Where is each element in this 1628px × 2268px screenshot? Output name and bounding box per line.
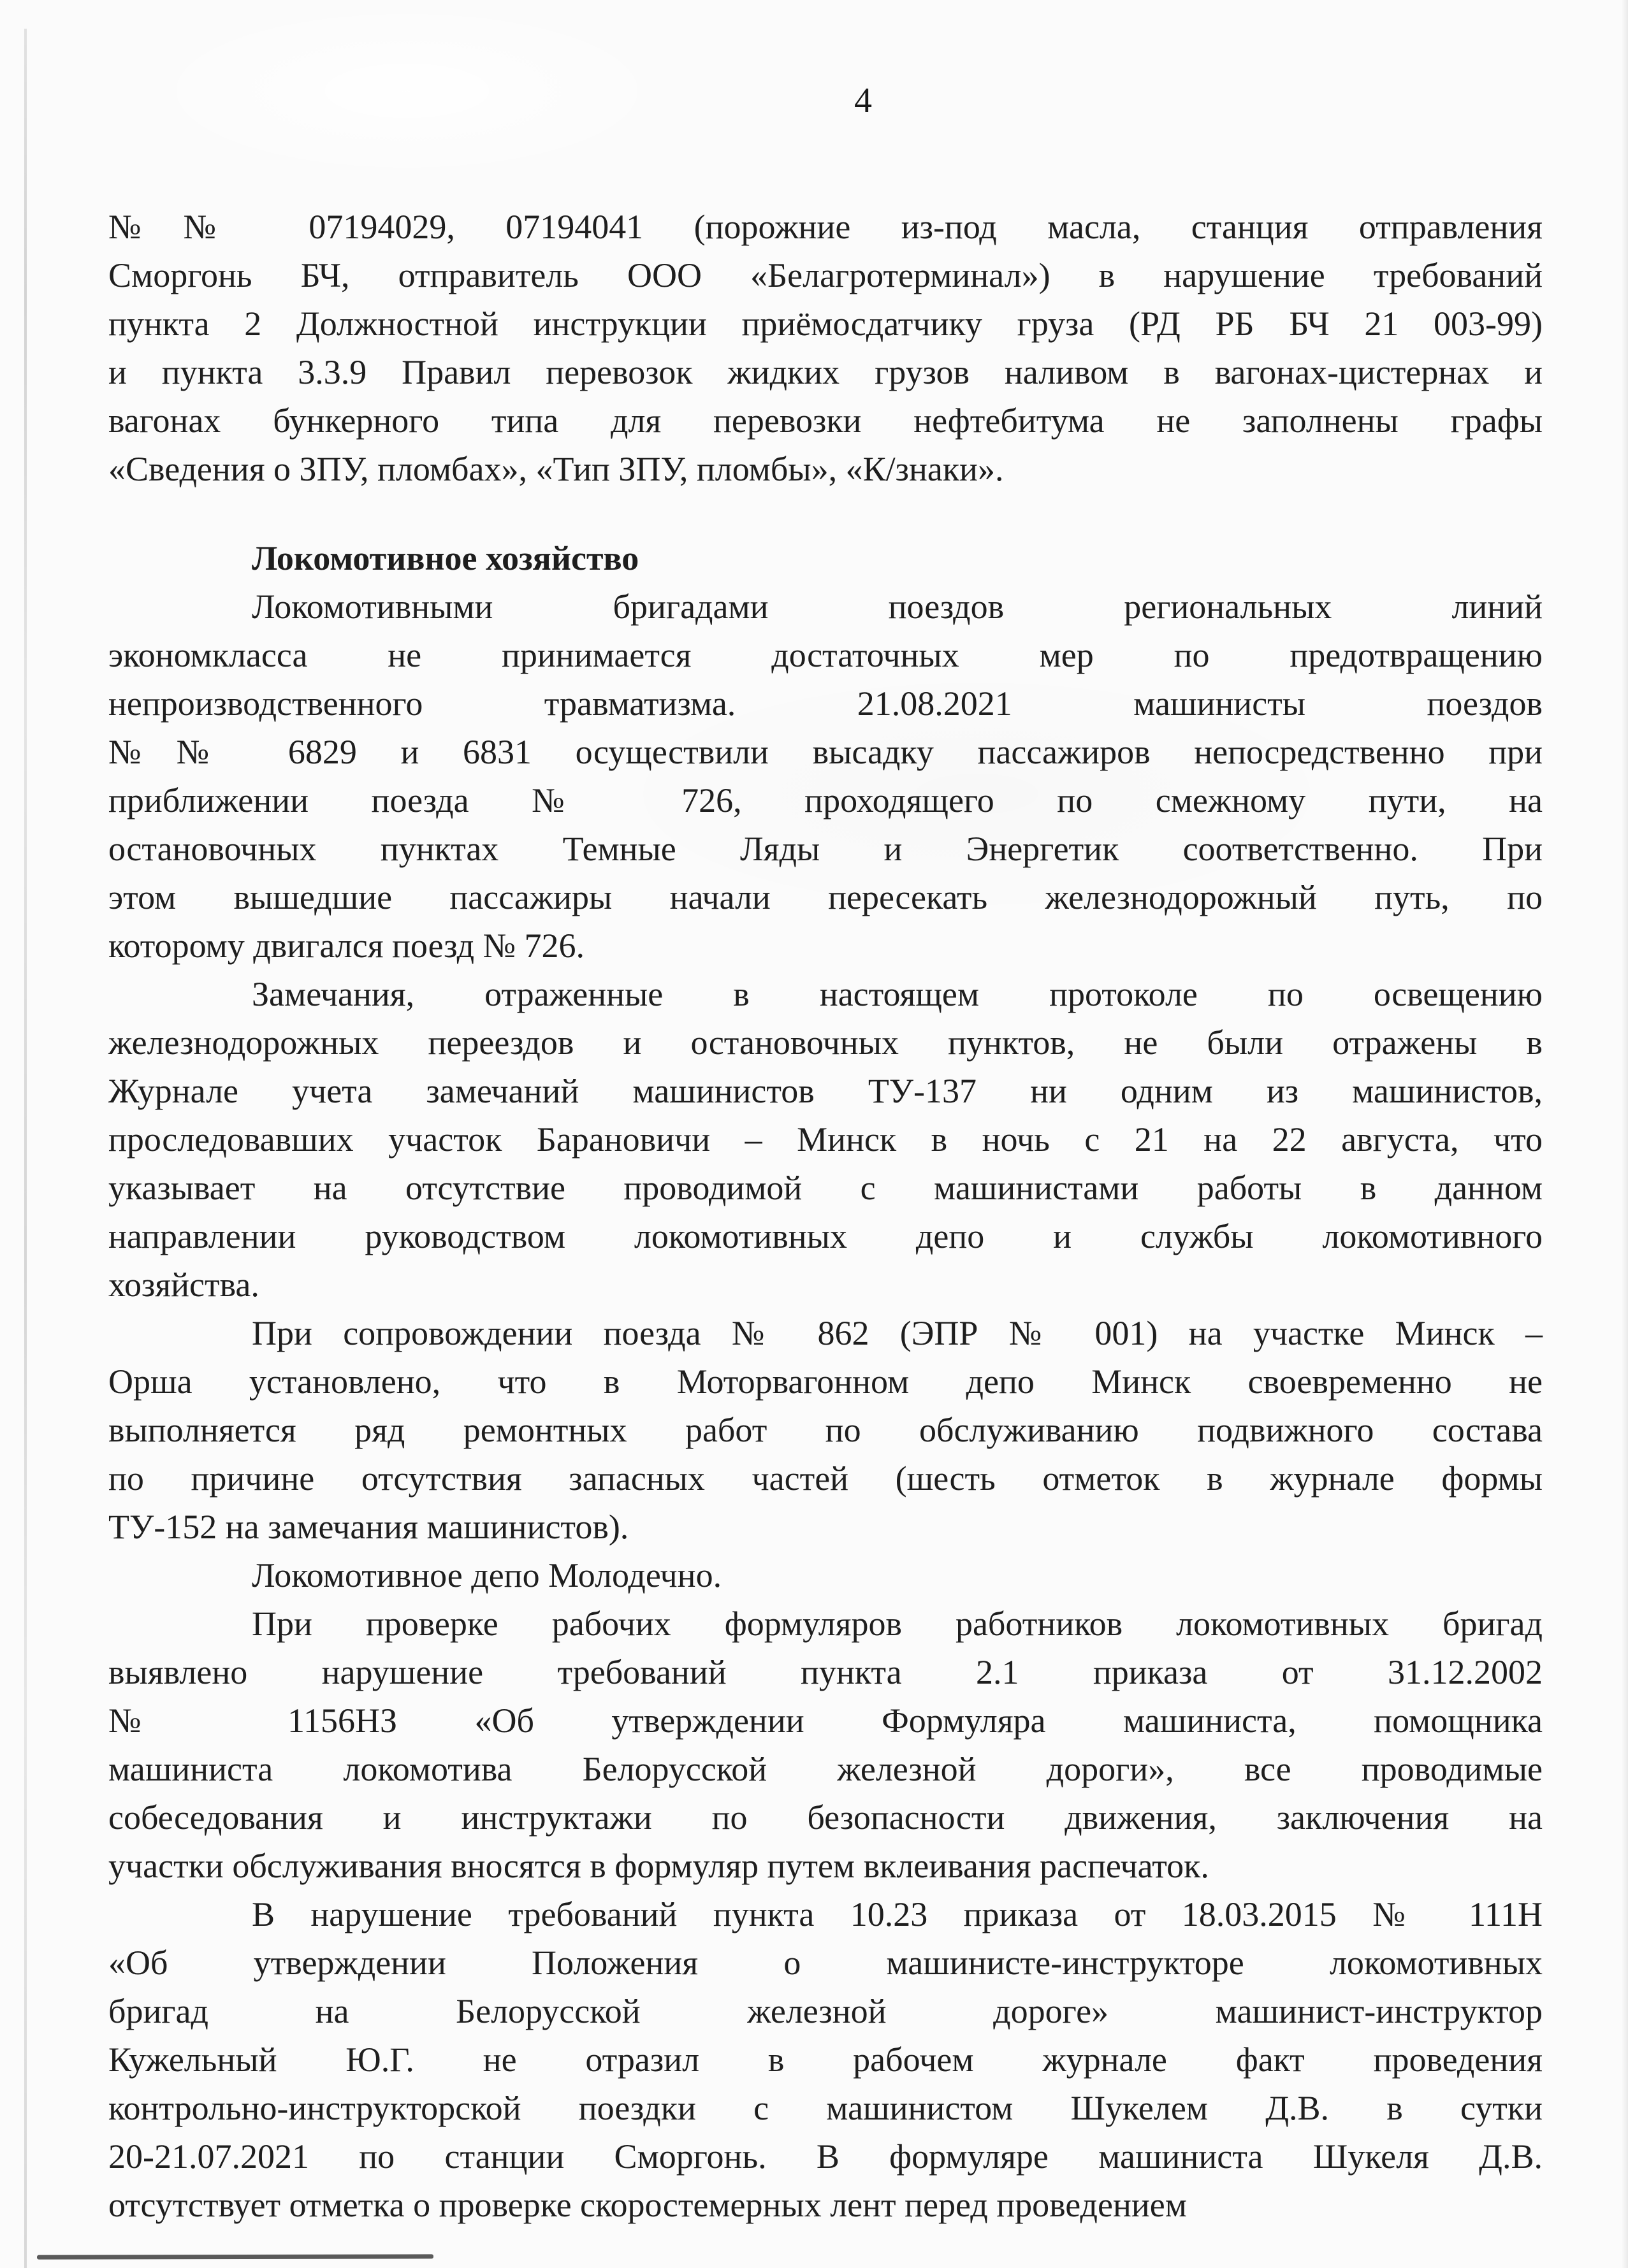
paragraph (108, 582, 1543, 970)
paragraph (108, 1551, 1543, 1600)
text-line: бригад на Белорусской железной дороге» машинист-инструктор (108, 1992, 1543, 2030)
text-line: собеседования и инструктажи по безопасности движения, заключения на (108, 1798, 1543, 1837)
text-line: «Сведения о ЗПУ, пломбах», «Тип ЗПУ, пломбы», «К/знаки». (108, 450, 1004, 488)
document-text-block (108, 203, 1543, 2229)
text-line: по причине отсутствия запасных частей (шесть отметок в журнале формы (108, 1459, 1543, 1498)
text-line: Замечания, отраженные в настоящем протоколе по освещению (252, 975, 1543, 1013)
text-line: непроизводственного травматизма. 21.08.2021 машинисты поездов (108, 684, 1543, 723)
paragraph (108, 1309, 1543, 1551)
text-line: № 1156НЗ «Об утверждении Формуляра машиниста, помощника (108, 1701, 1543, 1740)
text-line: №№ 07194029, 07194041 (порожние из-под масла, станция отправления (108, 208, 1543, 246)
scan-left-edge-line (24, 29, 27, 2268)
text-line: 20-21.07.2021 по станции Сморгонь. В формуляре машиниста Шукеля Д.В. (108, 2137, 1543, 2176)
page-number: 4 (854, 81, 872, 120)
text-line: контрольно-инструкторской поездки с машинистом Шукелем Д.В. в сутки (108, 2089, 1543, 2127)
text-line: направлении руководством локомотивных депо и службы локомотивного (108, 1217, 1543, 1255)
text-line: железнодорожных переездов и остановочных пунктов, не были отражены в (108, 1023, 1543, 1062)
text-line: проследовавших участок Барановичи – Минск в ночь с 21 на 22 августа, что (108, 1120, 1543, 1159)
text-line: этом вышедшие пассажиры начали пересекать железнодорожный путь, по (108, 878, 1543, 916)
text-line: отсутствует отметка о проверке скоростемерных лент перед проведением (108, 2186, 1187, 2224)
text-line: Орша установлено, что в Моторвагонном депо Минск своевременно не (108, 1362, 1543, 1401)
text-line: выявлено нарушение требований пункта 2.1 приказа от 31.12.2002 (108, 1653, 1543, 1691)
scan-bottom-artifact-line (37, 2254, 433, 2259)
text-line: При проверке рабочих формуляров работников локомотивных бригад (252, 1605, 1543, 1643)
text-line: приближении поезда № 726, проходящего по смежному пути, на (108, 781, 1543, 820)
text-line: пункта 2 Должностной инструкции приёмосдатчику груза (РД РБ БЧ 21 003-99) (108, 305, 1543, 343)
text-line: указывает на отсутствие проводимой с машинистами работы в данном (108, 1169, 1543, 1207)
text-line: В нарушение требований пункта 10.23 приказа от 18.03.2015 № 111Н (252, 1895, 1543, 1933)
text-line: которому двигался поезд № 726. (108, 927, 585, 965)
text-line: экономкласса не принимается достаточных мер по предотвращению (108, 636, 1543, 674)
text-line: Локомотивное депо Молодечно. (252, 1556, 722, 1594)
text-line: выполняется ряд ремонтных работ по обслуживанию подвижного состава (108, 1411, 1543, 1449)
text-line: остановочных пунктах Темные Ляды и Энергетик соответственно. При (108, 830, 1543, 868)
paragraph (108, 1890, 1543, 2229)
paragraph (108, 1600, 1543, 1890)
text-line: машиниста локомотива Белорусской железной дороги», все проводимые (108, 1750, 1543, 1788)
text-line: «Об утверждении Положения о машинисте-инструкторе локомотивных (108, 1944, 1543, 1982)
section-heading (108, 534, 1543, 582)
text-line: При сопровождении поезда № 862 (ЭПР № 001) на участке Минск – (252, 1314, 1543, 1352)
text-line: Журнале учета замечаний машинистов ТУ-137 ни одним из машинистов, (108, 1072, 1543, 1110)
text-line: вагонах бункерного типа для перевозки нефтебитума не заполнены графы (108, 401, 1543, 440)
scan-right-edge-shadow (1622, 0, 1628, 2268)
text-line: №№ 6829 и 6831 осуществили высадку пассажиров непосредственно при (108, 733, 1543, 771)
text-line: ТУ-152 на замечания машинистов). (108, 1508, 629, 1546)
text-line: Кужельный Ю.Г. не отразил в рабочем журнале факт проведения (108, 2040, 1543, 2079)
text-line: Локомотивными бригадами поездов региональных линий (252, 588, 1543, 626)
paragraph (108, 203, 1543, 493)
text-line: Локомотивное хозяйство (252, 539, 639, 577)
text-line: участки обслуживания вносятся в формуляр путем вклеивания распечаток. (108, 1847, 1209, 1885)
text-line: хозяйства. (108, 1266, 259, 1304)
text-line: и пункта 3.3.9 Правил перевозок жидких грузов наливом в вагонах-цистернах и (108, 353, 1543, 391)
text-line: Сморгонь БЧ, отправитель ООО «Белагротерминал») в нарушение требований (108, 256, 1543, 294)
paragraph (108, 970, 1543, 1309)
